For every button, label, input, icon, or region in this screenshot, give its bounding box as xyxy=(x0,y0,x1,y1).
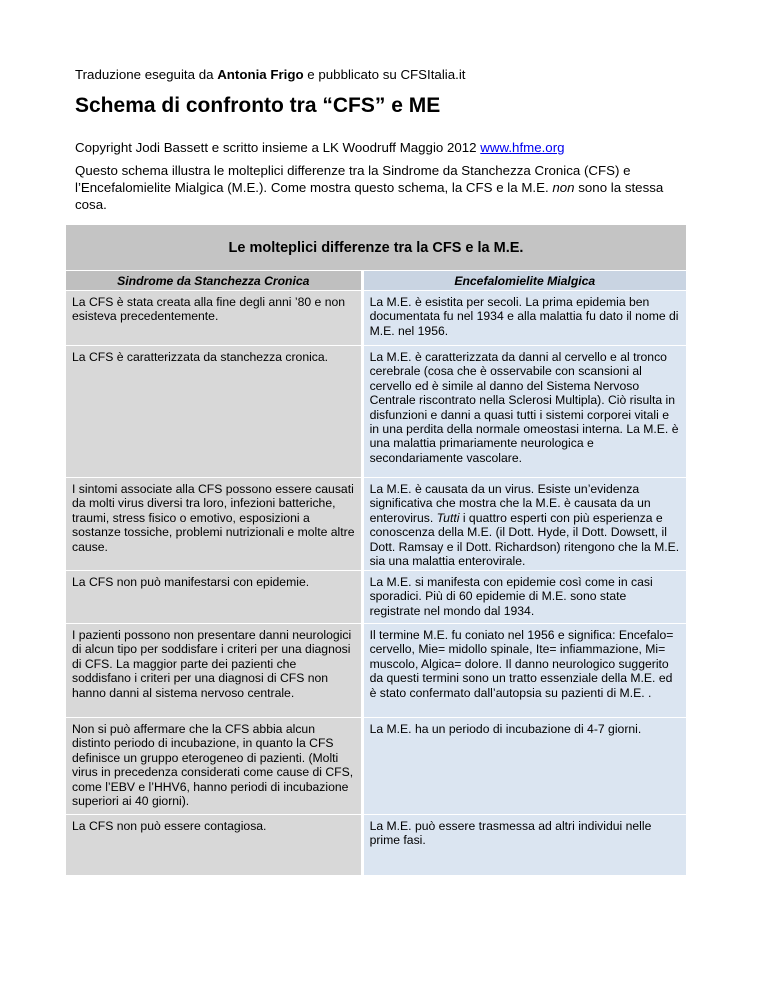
cell-me-text-2: i quattro esperti con più esperienza e conoscenza della M.E. (il Dott. Hyde, il Dott. Dowsett, il Dott. Ramsay e il Dott. Richardson) ritengono che la M.E. sia una malattia enterovirale. xyxy=(369,510,680,569)
cell-me: Il termine M.E. fu coniato nel 1956 e significa: Encefalo= cervello, Mie= midollo spinale, Ite= infiammazione, Mi= muscolo, Algica= dolore. Il danno neurologico suggerito da questi termini sono un tratto essenziale della M.E. ed è stato confermato dall’autopsia su pazienti di M.E. . xyxy=(364,624,686,717)
translator-name: Antonia Frigo xyxy=(217,67,304,82)
intro-text-1: Questo schema illustra le molteplici differenze tra la Sindrome da Stanchezza Cronica (CFS) e l’Encefalomielite Mialgica (M.E.). Come mostra questo schema, la CFS e la M.E. xyxy=(75,163,631,195)
intro-emphasis: non xyxy=(552,180,575,195)
column-header-row xyxy=(66,271,686,290)
cell-cfs: La CFS è caratterizzata da stanchezza cronica. xyxy=(66,346,361,477)
table-row xyxy=(66,478,686,570)
cell-cfs: La CFS non può manifestarsi con epidemie. xyxy=(66,571,361,623)
table-row xyxy=(66,815,686,875)
cell-me-text-1: La M.E. è causata da un virus. Esiste un’evidenza significativa che mostra che la M.E. è causata da un enterovirus. xyxy=(369,482,651,525)
document-title: Schema di confronto tra “CFS” e ME xyxy=(75,94,441,117)
column-header-cfs: Sindrome da Stanchezza Cronica xyxy=(66,271,361,290)
copyright-text: Copyright Jodi Bassett e scritto insieme a LK Woodruff Maggio 2012 xyxy=(75,140,481,155)
hfme-link[interactable]: www.hfme.org xyxy=(480,140,565,155)
cell-me: La M.E. si manifesta con epidemie così come in casi sporadici. Più di 60 epidemie di M.E. sono state registrate nel mondo dal 1934. xyxy=(364,571,686,623)
table-row xyxy=(66,624,686,717)
intro-text-2: sono la stessa cosa. xyxy=(75,180,664,212)
cell-me: La M.E. ha un periodo di incubazione di 4-7 giorni. xyxy=(364,718,686,814)
cell-cfs: I pazienti possono non presentare danni neurologici di alcun tipo per soddisfare i criteri per una diagnosi di CFS. La maggior parte dei pazienti che soddisfano i criteri per una diagnosi di CFS non hanno danni al sistema nervoso centrale. xyxy=(66,624,361,717)
cell-cfs: I sintomi associate alla CFS possono essere causati da molti virus diversi tra loro, infezioni batteriche, traumi, stress fisico o emotivo, esposizioni a sostanze tossiche, problemi nutrizionali e molte altre cause. xyxy=(66,478,361,570)
cell-me: La M.E. è caratterizzata da danni al cervello e al tronco cerebrale (cosa che è osservabile con scansioni al cervello ed è simile al danno del Sistema Nervoso Centrale riscontrato nella Sclerosi Multipla). Ciò risulta in disfunzioni e danni a quasi tutti i sistemi corporei vitali e in una perdita della normale omeostasi interna. La M.E. è una malattia primariamente neurologica e secondariamente vascolare. xyxy=(364,346,686,477)
cell-me-emphasis: Tutti xyxy=(436,510,460,525)
table-row xyxy=(66,571,686,623)
comparison-table xyxy=(66,225,686,875)
copyright-line xyxy=(75,140,565,155)
translation-credit xyxy=(75,67,465,82)
cell-cfs: La CFS è stata creata alla fine degli anni ’80 e non esisteva precedentemente. xyxy=(66,291,361,345)
table-row xyxy=(66,291,686,345)
credit-prefix: Traduzione eseguita da xyxy=(75,67,218,82)
table-header: Le molteplici differenze tra la CFS e la M.E. xyxy=(66,225,686,270)
cell-me: La M.E. è esistita per secoli. La prima epidemia ben documentata fu nel 1934 e alla malattia fu dato il nome di M.E. nel 1956. xyxy=(364,291,686,345)
table-row xyxy=(66,346,686,477)
cell-cfs: Non si può affermare che la CFS abbia alcun distinto periodo di incubazione, in quanto la CFS definisce un gruppo eterogeneo di pazienti. (Molti virus in precedenza considerati come cause di CFS, come l’EBV e l’HHV6, hanno periodi di incubazione superiori ai 40 giorni). xyxy=(66,718,361,814)
credit-suffix: e pubblicato su CFSItalia.it xyxy=(303,67,466,82)
column-header-me: Encefalomielite Mialgica xyxy=(364,271,686,290)
intro-paragraph xyxy=(75,162,685,213)
cell-cfs: La CFS non può essere contagiosa. xyxy=(66,815,361,875)
table-row xyxy=(66,718,686,814)
cell-me xyxy=(364,478,686,570)
cell-me: La M.E. può essere trasmessa ad altri individui nelle prime fasi. xyxy=(364,815,686,875)
